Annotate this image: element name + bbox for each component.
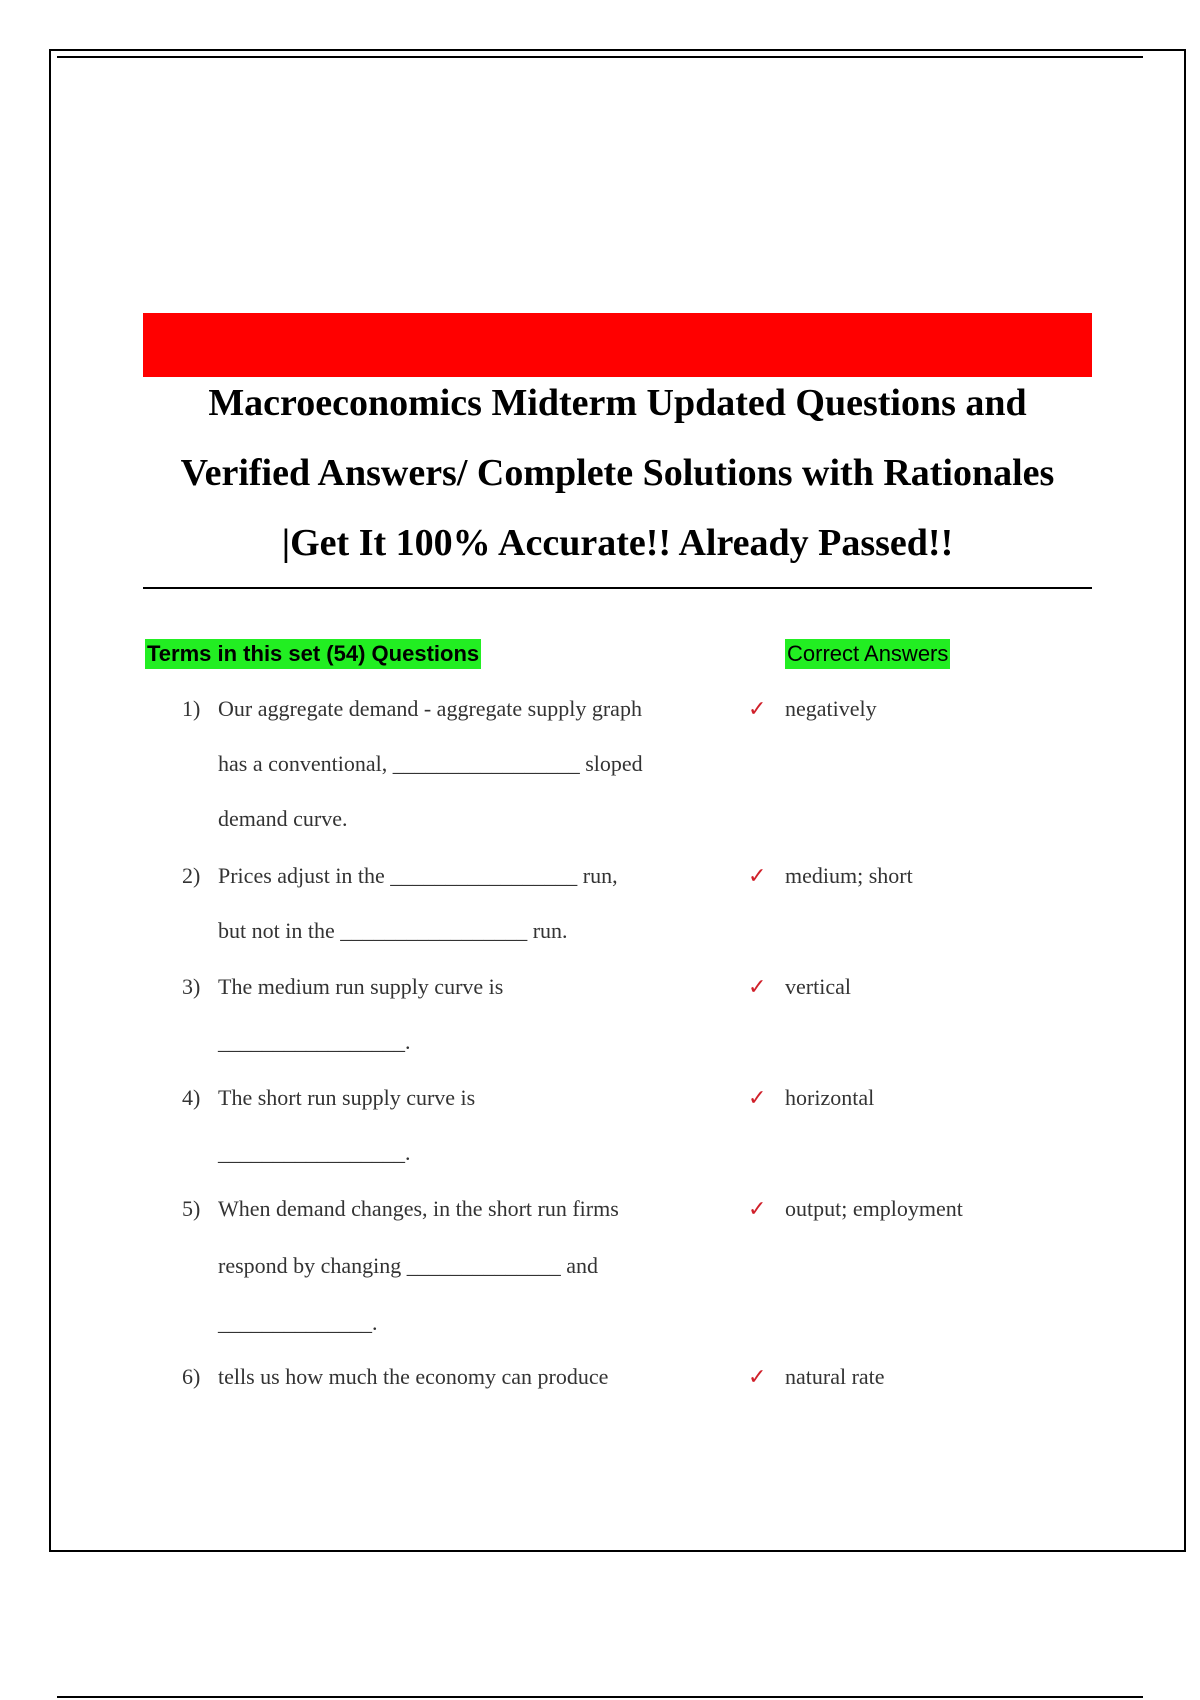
question-text-line: tells us how much the economy can produce xyxy=(218,1364,609,1389)
question-text-line: respond by changing ______________ and xyxy=(218,1253,599,1278)
document-title xyxy=(143,368,1092,578)
question-text-line: Prices adjust in the _________________ run, xyxy=(218,863,618,888)
question-text-line: The medium run supply curve is xyxy=(218,974,504,999)
answers-header: Correct Answers xyxy=(785,639,950,669)
answer-text: natural rate xyxy=(785,1364,885,1389)
question-text-line: _________________. xyxy=(218,1029,411,1054)
bottom-rule xyxy=(57,1696,1143,1698)
question-text-line: but not in the _________________ run. xyxy=(218,918,568,943)
answer-text: vertical xyxy=(785,974,851,999)
checkmark-icon: ✓ xyxy=(748,1196,767,1221)
answer-4 xyxy=(748,1085,874,1111)
title-rule xyxy=(143,587,1092,589)
top-rule xyxy=(57,56,1143,58)
question-number: 4) xyxy=(182,1085,201,1110)
title-line-1: Macroeconomics Midterm Updated Questions and xyxy=(208,382,1027,424)
answer-1 xyxy=(748,696,877,722)
checkmark-icon: ✓ xyxy=(748,863,767,888)
checkmark-icon: ✓ xyxy=(748,1364,767,1389)
checkmark-icon: ✓ xyxy=(748,696,767,721)
question-number: 3) xyxy=(182,974,201,999)
answer-3 xyxy=(748,974,851,1000)
answer-2 xyxy=(748,863,913,889)
question-text-line: The short run supply curve is xyxy=(218,1085,476,1110)
answer-5 xyxy=(748,1196,963,1222)
question-text-line: has a conventional, _________________ sloped xyxy=(218,751,643,776)
answer-text: output; employment xyxy=(785,1196,963,1221)
question-number: 6) xyxy=(182,1364,201,1389)
question-text-line: ______________. xyxy=(218,1310,378,1335)
answer-text: horizontal xyxy=(785,1085,875,1110)
answer-text: negatively xyxy=(785,696,877,721)
question-number: 1) xyxy=(182,696,201,721)
questions-header: Terms in this set (54) Questions xyxy=(145,639,481,669)
question-text-line: demand curve. xyxy=(218,806,348,831)
question-text-line: _________________. xyxy=(218,1140,411,1165)
title-line-2: Verified Answers/ Complete Solutions with Rationales xyxy=(180,452,1055,494)
answer-6 xyxy=(748,1364,885,1390)
question-number: 2) xyxy=(182,863,201,888)
checkmark-icon: ✓ xyxy=(748,1085,767,1110)
question-number: 5) xyxy=(182,1196,201,1221)
title-line-3: |Get It 100% Accurate!! Already Passed!! xyxy=(281,522,954,564)
question-text-line: Our aggregate demand - aggregate supply graph xyxy=(218,696,642,721)
checkmark-icon: ✓ xyxy=(748,974,767,999)
question-text-line: When demand changes, in the short run firms xyxy=(218,1196,619,1221)
answer-text: medium; short xyxy=(785,863,913,888)
